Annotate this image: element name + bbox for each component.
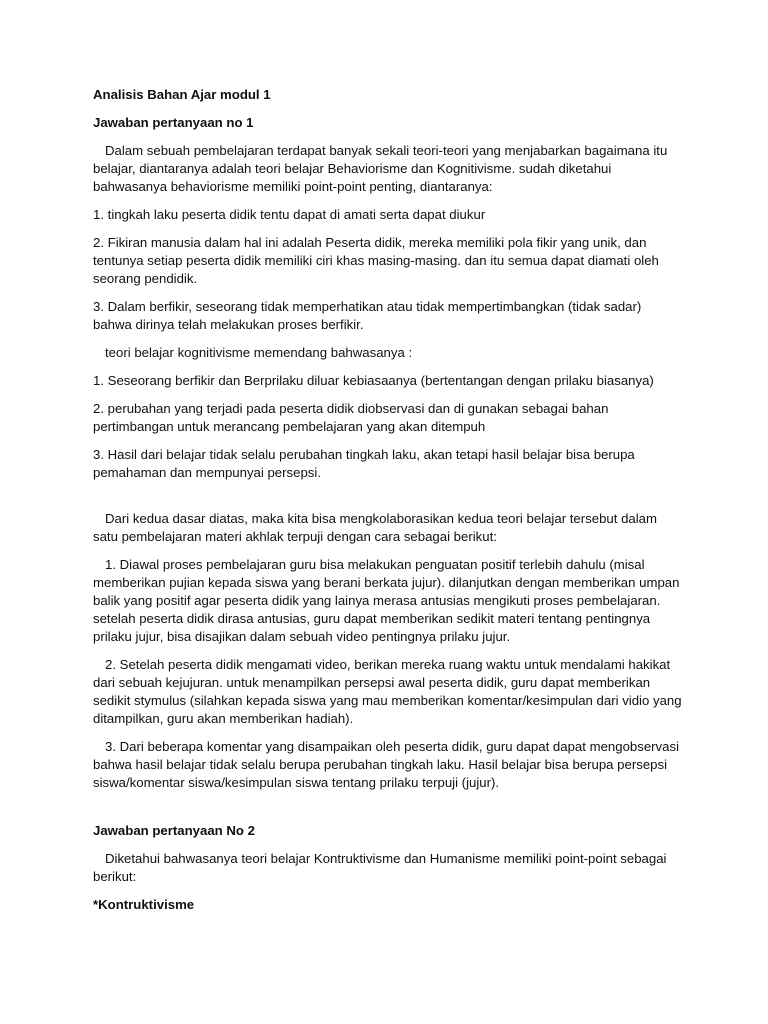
- behaviorism-point-2: 2. Fikiran manusia dalam hal ini adalah Peserta didik, mereka memiliki pola fikir yang unik, dan tentunya setiap peserta didik memiliki ciri khas masing-masing. dan itu semua dapat diamati oleh seorang pendidik.: [93, 235, 659, 286]
- document-page: [93, 86, 683, 924]
- kontruktivisme-subheading: *Kontruktivisme: [93, 897, 195, 912]
- section-2-heading: Jawaban pertanyaan No 2: [93, 823, 255, 838]
- collaboration-step-3: 3. Dari beberapa komentar yang disampaikan oleh peserta didik, guru dapat dapat mengobservasi bahwa hasil belajar tidak selalu berupa perubahan tingkah laku. Hasil belajar bisa berupa persepsi siswa/komentar siswa/kesimpulan siswa tentang prilaku terpuji (jujur).: [93, 739, 680, 790]
- collaboration-step-2: 2. Setelah peserta didik mengamati video, berikan mereka ruang waktu untuk mendalami hakikat dari sebuah kejujuran. untuk menampilkan persepsi awal peserta didik, guru dapat memberikan sedikit stymulus (silahkan kepada siswa yang mau memberikan komentar/kesimpulan dari vidio yang ditampilkan, guru akan memberikan hadiah).: [93, 657, 682, 726]
- cognitivism-intro: teori belajar kognitivisme memendang bahwasanya :: [105, 345, 413, 360]
- collaboration-step-1: 1. Diawal proses pembelajaran guru bisa melakukan penguatan positif terlebih dahulu (misal memberikan pujian kepada siswa yang berani berkata jujur). dilanjutkan dengan memberikan umpan balik yang positif agar peserta didik yang lainya merasa antusias mengikuti proses pembelajaran. setelah peserta didik dirasa antusias, guru dapat memberikan sedikit materi tentang pentingnya prilaku jujur, bisa disajikan dalam sebuah video pentingnya prilaku jujur.: [93, 557, 680, 644]
- behaviorism-point-3: 3. Dalam berfikir, seseorang tidak memperhatikan atau tidak mempertimbangkan (tidak sadar) bahwa dirinya telah melakukan proses berfikir.: [93, 299, 642, 332]
- collaboration-intro: Dari kedua dasar diatas, maka kita bisa mengkolaborasikan kedua teori belajar tersebut dalam satu pembelajaran materi akhlak terpuji dengan cara sebagai berikut:: [93, 511, 657, 544]
- cognitivism-point-1: 1. Seseorang berfikir dan Berprilaku diluar kebiasaanya (bertentangan dengan prilaku biasanya): [93, 373, 654, 388]
- intro-paragraph: Dalam sebuah pembelajaran terdapat banyak sekali teori-teori yang menjabarkan bagaimana itu belajar, diantaranya adalah teori belajar Behaviorisme dan Kognitivisme. sudah diketahui bahwasanya behaviorisme memiliki point-point penting, diantaranya:: [93, 143, 668, 194]
- cognitivism-point-2: 2. perubahan yang terjadi pada peserta didik diobservasi dan di gunakan sebagai bahan pertimbangan untuk merancang pembelajaran yang akan ditempuh: [93, 401, 609, 434]
- behaviorism-point-1: 1. tingkah laku peserta didik tentu dapat di amati serta dapat diukur: [93, 207, 486, 222]
- section-2-intro: Diketahui bahwasanya teori belajar Kontruktivisme dan Humanisme memiliki point-point sebagai berikut:: [93, 851, 667, 884]
- section-1-heading: Jawaban pertanyaan no 1: [93, 115, 254, 130]
- document-title: Analisis Bahan Ajar modul 1: [93, 87, 271, 102]
- cognitivism-point-3: 3. Hasil dari belajar tidak selalu perubahan tingkah laku, akan tetapi hasil belajar bisa berupa pemahaman dan mempunyai persepsi.: [93, 447, 635, 480]
